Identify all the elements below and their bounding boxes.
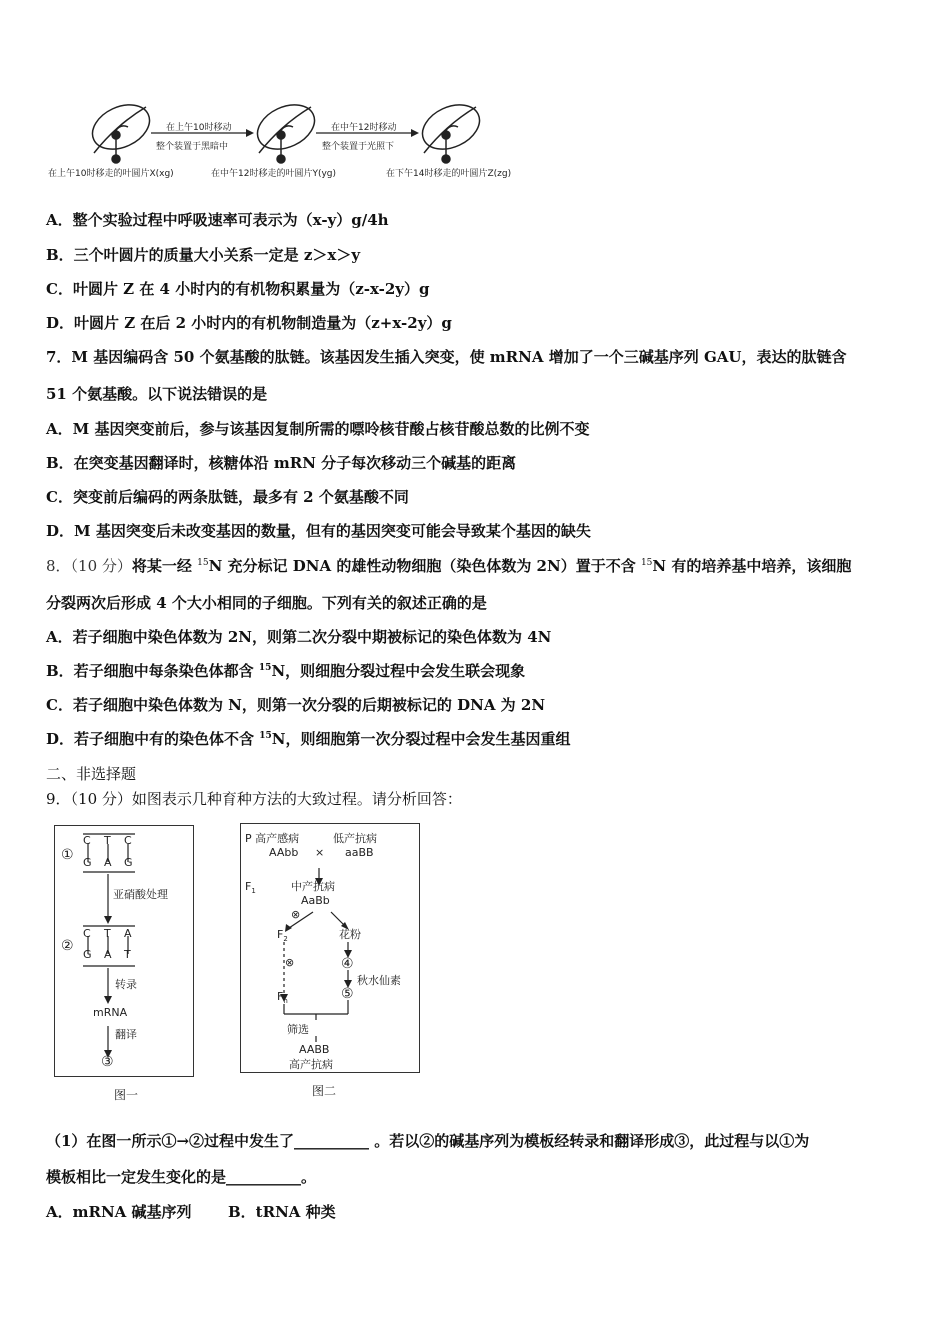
caption-y: 在中午12时移走的叶圆片Y(yg) [211,169,337,179]
fig2-result-phenotype: 高产抗病 [289,1058,333,1071]
q6-option-b: B．三个叶圆片的质量大小关系一定是 z＞x＞y [46,246,361,264]
q7-option-d: D．M 基因突变后未改变基因的数量，但有的基因突变可能会导致某个基因的缺失 [46,522,591,540]
fig1-row1-bot-2: A [104,856,112,869]
fig1-translate-label: 翻译 [115,1028,137,1041]
q6-option-c: C．叶圆片 Z 在 4 小时内的有机物积累量为（z-x-2y）g [46,280,430,298]
arrow2-top-label: 在中午12时移动 [331,123,397,133]
fig1-treatment-label: 亚硝酸处理 [113,888,168,901]
fig1-row2-top-2: T [104,927,111,940]
q8-number: 8．（10 分） [46,557,132,575]
fig1-label-3: ③ [101,1054,114,1070]
fig1-row1-bot-1: G [83,856,92,869]
q6-option-a: A．整个实验过程中呼吸速率可表示为（x-y）g/4h [46,211,389,229]
fig1-label-2: ② [61,938,74,954]
fig1-row1-top-2: T [104,834,111,847]
fig2-step-4: ④ [341,956,354,972]
fig2-result-genotype: AABB [299,1043,330,1056]
q8-option-d-part1: D．若子细胞中有的染色体不含 [46,730,260,748]
q8-sup-2: 15 [640,558,653,568]
q8-option-b-part1: B．若子细胞中每条染色体都含 [46,662,259,680]
fig2-mid-phenotype: 中产抗病 [291,880,335,893]
figure-two-caption: 图二 [312,1084,337,1098]
q8-sup-3: 15 [258,663,272,673]
figure-one-box [54,825,194,1077]
fig2-aabb: AaBb [301,894,330,907]
q9-sub1-line1: （1）在图一所示①→②过程中发生了__________ 。若以②的碱基序列为模板经转录和翻译形成③，此过程与以①为 [46,1132,810,1150]
q8-option-c: C．若子细胞中染色体数为 N，则第一次分裂的后期被标记的 DNA 为 2N [46,696,546,714]
fig1-row2-top-1: C [83,927,91,940]
fig1-label-1: ① [61,847,74,863]
fig2-p-label: P 高产感病 [245,832,300,845]
q8-sup-4: 15 [259,731,272,741]
q8-option-a: A．若子细胞中染色体数为 2N，则第二次分裂中期被标记的染色体数为 4N [46,628,552,646]
figure-two-lines [241,824,419,1072]
fig2-cross-sign: × [315,846,325,859]
q7-option-c: C．突变前后编码的两条肽链，最多有 2 个氨基酸不同 [46,488,409,506]
fig2-colchicine-label: 秋水仙素 [357,974,401,987]
fig2-f1-label [245,880,256,895]
q8-sup-1: 15 [197,558,209,568]
q7-stem-line2: 51 个氨基酸。以下说法错误的是 [46,385,268,403]
q7-stem-line1: 7．M 基因编码含 50 个氨基酸的肽链。该基因发生插入突变，使 mRNA 增加了一个三碱基序列 GAU，表达的肽链含 [46,348,847,366]
leaf-2-icon [250,96,321,163]
fig1-row2-bot-3: T [124,948,131,961]
q9-sub1-line2: 模板相比一定发生变化的是__________。 [46,1168,317,1186]
q8-option-b-part2: N，则细胞分裂过程中会发生联会现象 [271,662,526,680]
fig2-pollen-label: 花粉 [339,928,361,941]
arrow1-bottom-label: 整个装置于黑暗中 [156,142,229,152]
q8-stem-line2: 分裂两次后形成 4 个大小相同的子细胞。下列有关的叙述正确的是 [46,594,487,612]
q8-option-b [46,661,525,681]
fig2-self-cross-2-icon: ⊗ [285,956,295,969]
fig2-fn-letter: F [277,990,284,1003]
fig2-step-5: ⑤ [341,986,354,1002]
fig1-row2-bot-2: A [104,948,112,961]
q7-option-a: A．M 基因突变前后，参与该基因复制所需的嘌呤核苷酸占核苷酸总数的比例不变 [46,420,590,438]
figure-two-box [240,823,420,1073]
fig1-row1-bot-3: G [124,856,133,869]
q8-stem-part2: N 充分标记 DNA 的雄性动物细胞（染色体数为 2N）置于不含 [208,557,641,575]
q8-stem-part1: 将某一经 [131,557,198,575]
arrow1-top-label: 在上午10时移动 [166,123,232,133]
q9-option-b: B．tRNA 种类 [228,1203,336,1221]
fig1-row2-bot-1: G [83,948,92,961]
fig2-self-cross-icon: ⊗ [291,908,301,921]
fig2-fn-label [277,990,288,1005]
figure-one-caption: 图一 [114,1088,139,1102]
q8-option-d [46,729,570,749]
fig1-mrna-label: mRNA [93,1006,128,1019]
q8-stem-line1 [46,556,851,576]
q6-option-d: D．叶圆片 Z 在后 2 小时内的有机物制造量为（z+x-2y）g [46,314,452,332]
fig2-f2-sub: 2 [283,935,288,944]
fig2-f2-label [277,928,288,943]
leaf-disc-figure [46,95,526,185]
fig2-f2-letter: F [277,928,284,941]
q7-option-b: B．在突变基因翻译时，核糖体沿 mRN 分子每次移动三个碱基的距离 [46,454,517,472]
fig1-row1-top-1: C [83,834,91,847]
leaf-3-icon [415,96,486,163]
arrow2-bottom-label: 整个装置于光照下 [322,142,395,152]
fig2-p2-label: 低产抗病 [333,832,377,845]
fig1-transcribe-label: 转录 [115,978,137,991]
fig2-fn-sub: n [283,997,288,1006]
fig2-genotype-1: AAbb [269,846,299,859]
q9-stem: 9．（10 分）如图表示几种育种方法的大致过程。请分析回答： [46,790,462,808]
leaf-1-icon [85,96,156,163]
fig1-row1-top-3: C [124,834,132,847]
section-heading: 二、非选择题 [46,765,137,783]
caption-x: 在上午10时移走的叶圆片X(xg) [48,169,174,179]
fig2-f1-sub: 1 [251,887,256,896]
q8-option-d-part2: N，则细胞第一次分裂过程中会发生基因重组 [271,730,571,748]
fig2-genotype-2: aaBB [345,846,374,859]
q9-option-a: A．mRNA 碱基序列 [46,1203,192,1221]
q8-stem-part3: N 有的培养基中培养，该细胞 [652,557,852,575]
caption-z: 在下午14时移走的叶圆片Z(zg) [386,169,512,179]
fig1-row2-top-3: A [124,927,132,940]
fig2-selection-label: 筛选 [287,1023,309,1036]
fig2-f1-letter: F [245,880,252,893]
